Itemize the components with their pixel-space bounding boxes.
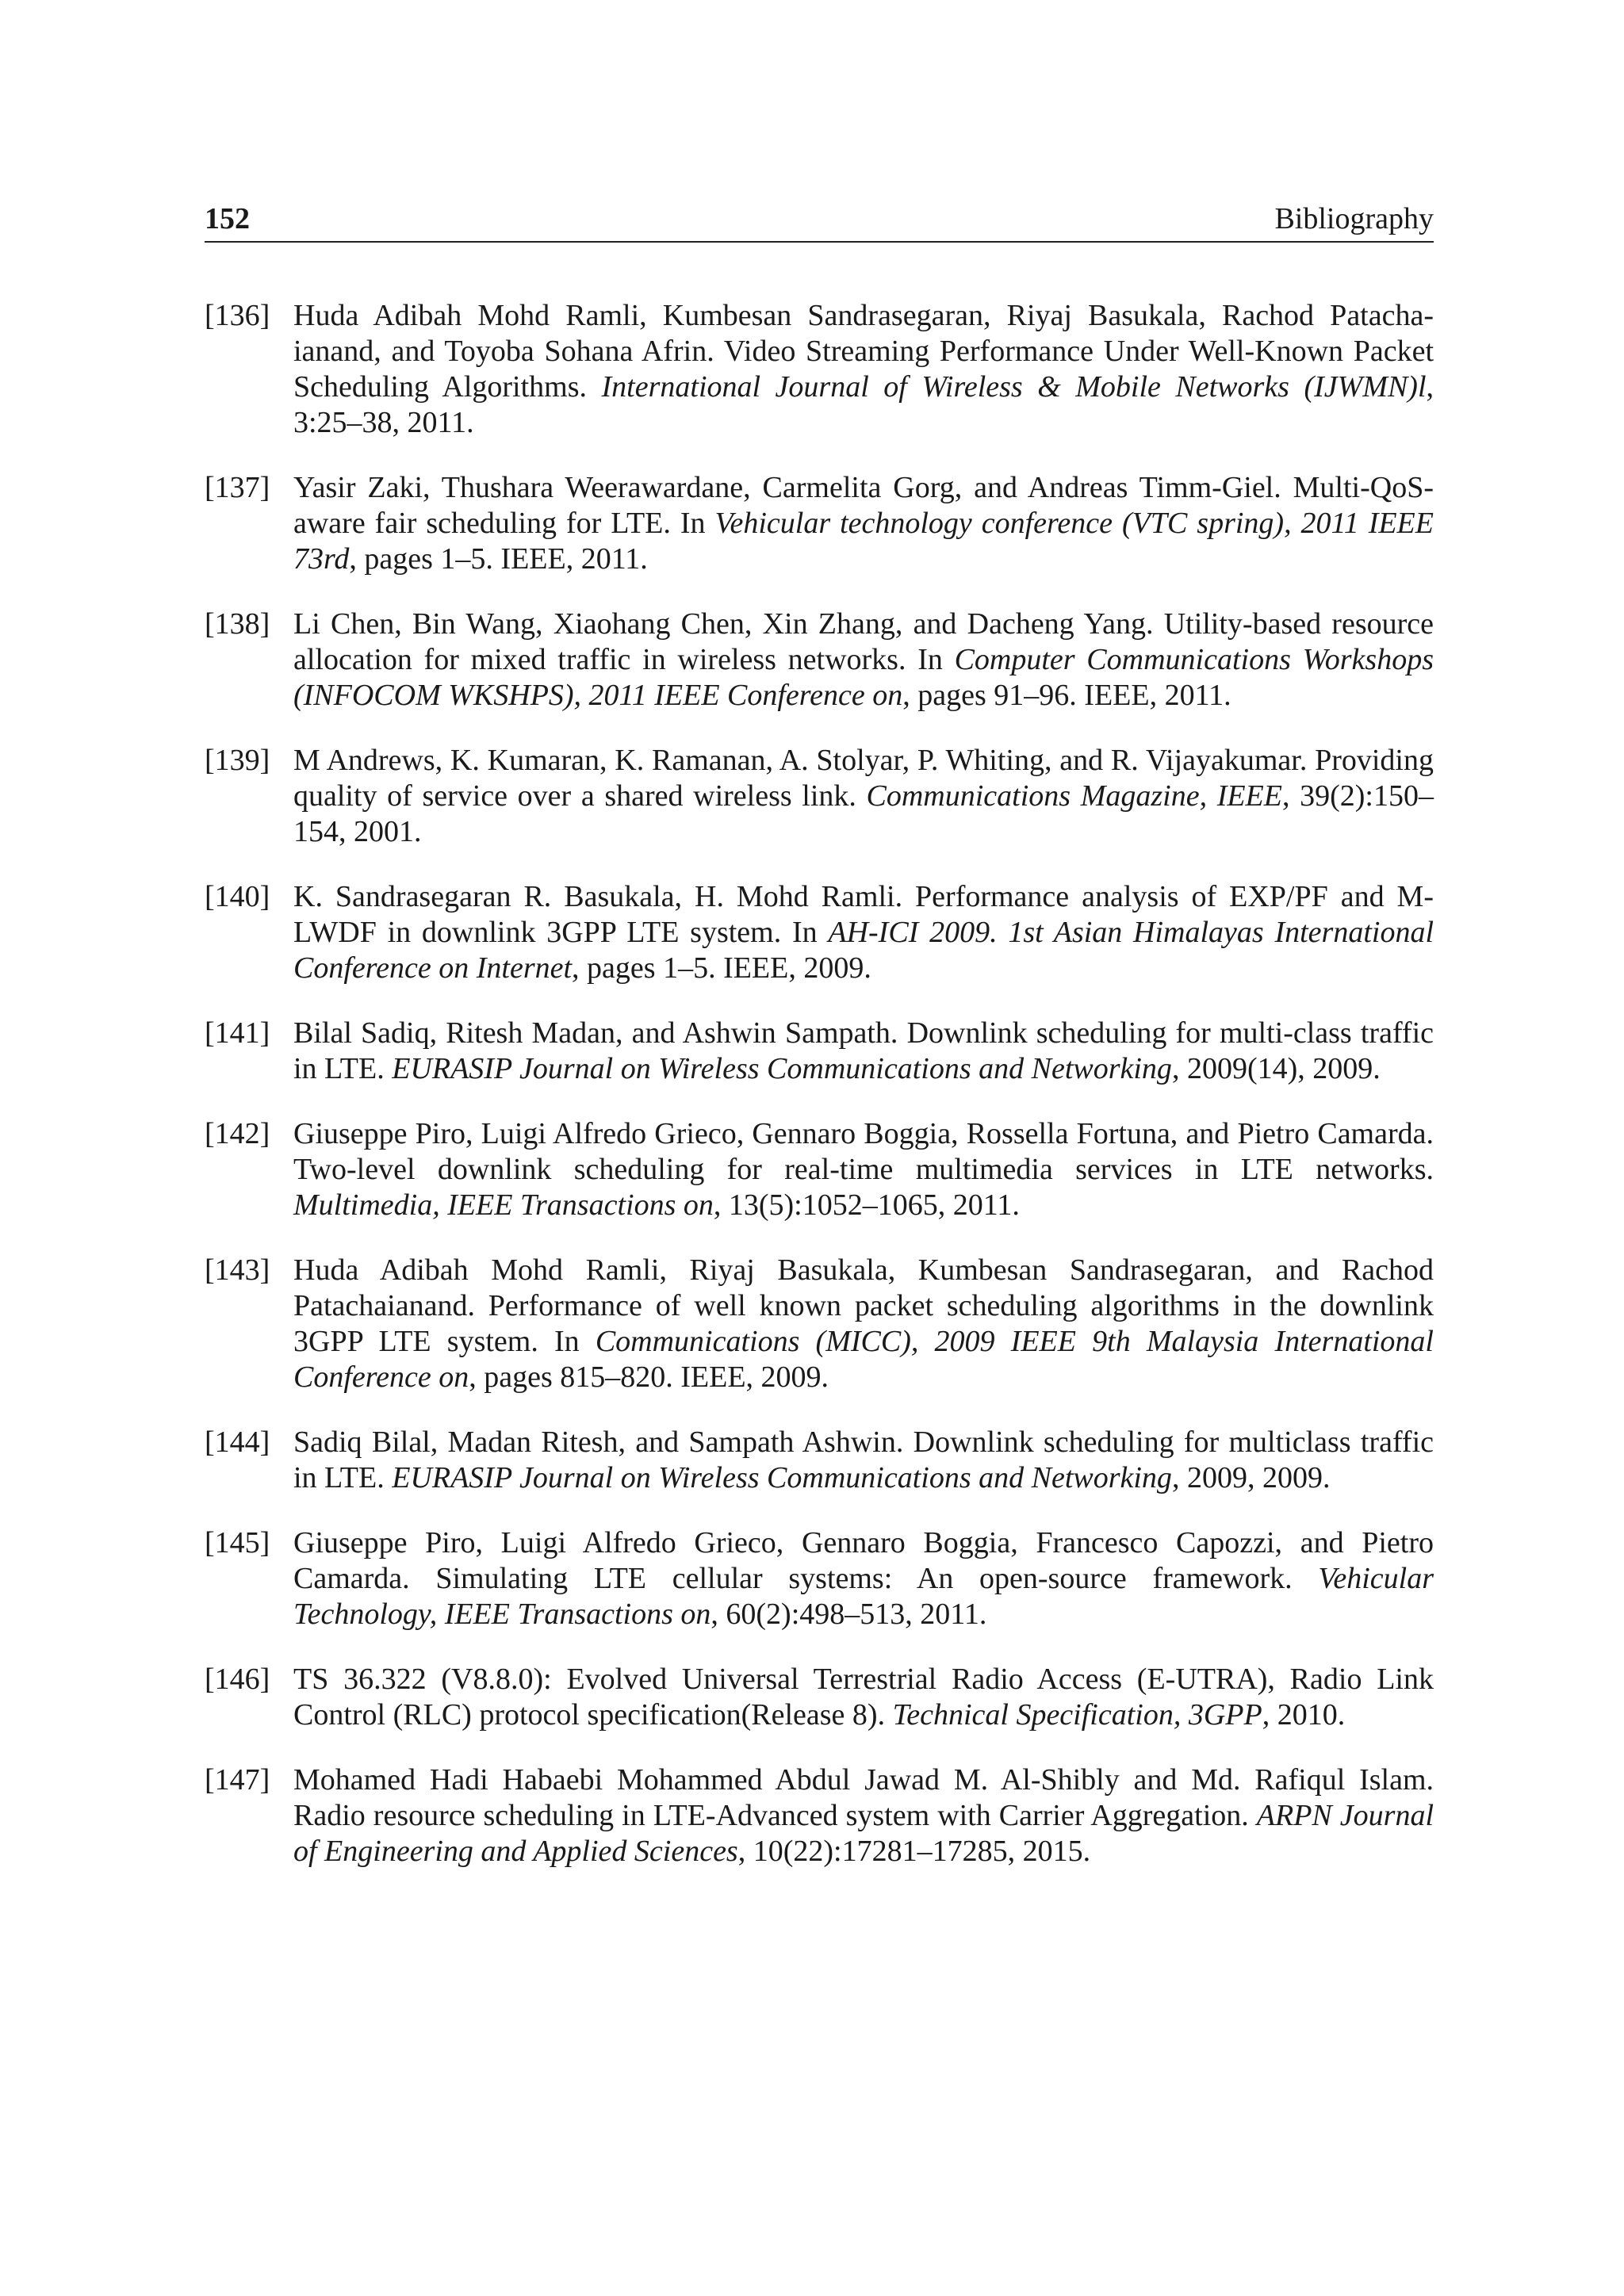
bib-entry-text — [293, 1253, 1434, 1394]
bib-text-segment: , pages 1–5. IEEE, 2009. — [572, 951, 871, 985]
bib-entry — [205, 1116, 1434, 1223]
bib-text-segment: , pages 815–820. IEEE, 2009. — [469, 1360, 829, 1394]
bib-entry-label: [146] — [205, 1663, 270, 1696]
bib-entry — [205, 607, 1434, 714]
bib-text-segment: Huda Adibah Mohd Ramli, Riyaj Basukala, Kumbesan Sandrasegaran, and Rachod Patachaianand. Performance of well known packet scheduling algorithms in the downlink 3GPP LTE system. In — [293, 1253, 1434, 1358]
bib-text-segment: Huda Adibah Mohd Ramli, Kumbesan Sandrasegaran, Riyaj Basukala, Rachod Patacha-ianand, and Toyoba Sohana Afrin. Video Streaming Performance Under Well-Known Packet Scheduling Algorithms. — [293, 299, 1434, 404]
bib-text-segment: , 2010. — [1262, 1698, 1346, 1732]
bib-entry-text — [293, 1016, 1434, 1085]
page-header — [205, 197, 1434, 243]
bib-text-segment: Li Chen, Bin Wang, Xiaohang Chen, Xin Zhang, and Dacheng Yang. Utility-based resource allocation for mixed traffic in wireless networks. In — [293, 607, 1434, 676]
bib-venue: Computer Communications Workshops (INFOCOM WKSHPS), 2011 IEEE Conference on — [293, 643, 1434, 712]
bib-entry-label: [141] — [205, 1016, 270, 1050]
bib-text-segment: , 60(2):498–513, 2011. — [710, 1598, 987, 1631]
bib-text-segment: , 13(5):1052–1065, 2011. — [713, 1188, 1020, 1222]
bib-entry — [205, 1762, 1434, 1869]
bib-text-segment: K. Sandrasegaran R. Basukala, H. Mohd Ramli. Performance analysis of EXP/PF and M-LWDF in downlink 3GPP LTE system. In — [293, 880, 1434, 949]
bib-text-segment: , 10(22):17281–17285, 2015. — [737, 1835, 1091, 1868]
bib-entry-text — [293, 299, 1434, 439]
bib-venue: International Journal of Wireless & Mobile Networks (IJWMN)l — [601, 370, 1427, 404]
bib-entry — [205, 1253, 1434, 1395]
bib-entry — [205, 743, 1434, 850]
page-number: 152 — [205, 202, 250, 235]
bib-venue: Vehicular Technology, IEEE Transactions on — [293, 1562, 1434, 1631]
bib-entry-label: [142] — [205, 1117, 270, 1150]
bib-venue: Vehicular technology conference (VTC spring), 2011 IEEE 73rd — [293, 507, 1434, 576]
bib-entry — [205, 879, 1434, 986]
bib-entry-text — [293, 1425, 1434, 1494]
bib-venue: Technical Specification, 3GPP — [892, 1698, 1262, 1732]
bib-entry-text — [293, 607, 1434, 712]
bib-entry-label: [137] — [205, 471, 270, 504]
bib-text-segment: Giuseppe Piro, Luigi Alfredo Grieco, Gennaro Boggia, Francesco Capozzi, and Pietro Camarda. Simulating LTE cellular systems: An open-source framework. — [293, 1526, 1434, 1595]
bib-text-segment: , pages 1–5. IEEE, 2011. — [349, 542, 648, 576]
bib-text-segment: TS 36.322 (V8.8.0): Evolved Universal Terrestrial Radio Access (E-UTRA), Radio Link Control (RLC) protocol specification(Release 8). — [293, 1663, 1434, 1732]
bib-text-segment: , 2009, 2009. — [1171, 1461, 1331, 1494]
bib-entry-text — [293, 1117, 1434, 1222]
bib-entry-text — [293, 1763, 1434, 1868]
bib-text-segment: Bilal Sadiq, Ritesh Madan, and Ashwin Sampath. Downlink scheduling for multi-class traffic in LTE. — [293, 1016, 1434, 1085]
bib-entry-label: [144] — [205, 1425, 270, 1459]
bib-text-segment: M Andrews, K. Kumaran, K. Ramanan, A. Stolyar, P. Whiting, and R. Vijayakumar. Providing quality of service over a shared wireless link. — [293, 744, 1434, 813]
bib-text-segment: , pages 91–96. IEEE, 2011. — [902, 679, 1231, 712]
bib-venue: AH-ICI 2009. 1st Asian Himalayas International Conference on Internet — [293, 916, 1434, 985]
bib-entry — [205, 1016, 1434, 1087]
bib-entry — [205, 470, 1434, 577]
bib-entry-text — [293, 471, 1434, 576]
bib-text-segment: Giuseppe Piro, Luigi Alfredo Grieco, Gennaro Boggia, Rossella Fortuna, and Pietro Camarda. Two-level downlink scheduling for real-time multimedia services in LTE networks. — [293, 1117, 1434, 1186]
bib-venue: ARPN Journal of Engineering and Applied Sciences — [293, 1799, 1434, 1868]
bib-venue: EURASIP Journal on Wireless Communications and Networking — [392, 1461, 1172, 1494]
bib-entry-text — [293, 744, 1434, 848]
bib-text-segment: Mohamed Hadi Habaebi Mohammed Abdul Jawad M. Al-Shibly and Md. Rafiqul Islam. Radio resource scheduling in LTE-Advanced system with Carrier Aggregation. — [293, 1763, 1434, 1832]
bib-entry-text — [293, 1663, 1434, 1732]
bib-venue: Communications Magazine, IEEE — [866, 779, 1282, 813]
bib-text-segment: Sadiq Bilal, Madan Ritesh, and Sampath Ashwin. Downlink scheduling for multiclass traffic in LTE. — [293, 1425, 1434, 1494]
bib-entry-label: [145] — [205, 1526, 270, 1559]
bib-venue: EURASIP Journal on Wireless Communications and Networking — [392, 1052, 1172, 1085]
bib-entry — [205, 1425, 1434, 1496]
bib-venue: Multimedia, IEEE Transactions on — [293, 1188, 714, 1222]
running-head: Bibliography — [1274, 202, 1434, 235]
bib-entry — [205, 298, 1434, 441]
bibliography-list — [205, 298, 1434, 1899]
bib-entry-text — [293, 1526, 1434, 1631]
bib-text-segment: , 3:25–38, 2011. — [293, 370, 1434, 439]
bib-text-segment: , 2009(14), 2009. — [1171, 1052, 1381, 1085]
bib-entry-label: [140] — [205, 880, 270, 913]
bib-entry-text — [293, 880, 1434, 985]
bib-text-segment: , 39(2):150–154, 2001. — [293, 779, 1434, 848]
bib-text-segment: Yasir Zaki, Thushara Weerawardane, Carmelita Gorg, and Andreas Timm-Giel. Multi-QoS-aware fair scheduling for LTE. In — [293, 471, 1434, 540]
bib-entry-label: [136] — [205, 299, 270, 332]
bib-entry — [205, 1662, 1434, 1733]
bib-entry-label: [139] — [205, 744, 270, 777]
bib-venue: Communications (MICC), 2009 IEEE 9th Malaysia International Conference on — [293, 1325, 1434, 1394]
bib-entry-label: [138] — [205, 607, 270, 641]
bib-entry — [205, 1525, 1434, 1632]
bib-entry-label: [143] — [205, 1253, 270, 1287]
bib-entry-label: [147] — [205, 1763, 270, 1797]
